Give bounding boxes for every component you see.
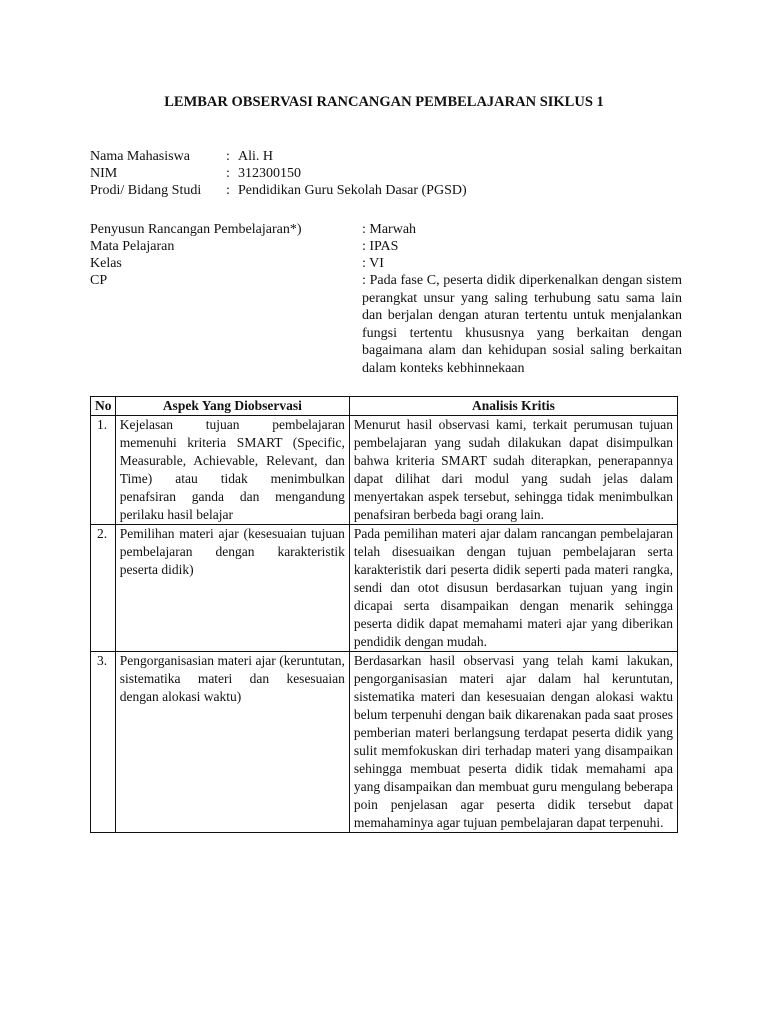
row-aspek: Kejelasan tujuan pembelajaran memenuhi kriteria SMART (Specific, Measurable, Achievable, Relevant, dan Time) atau tidak menimbulkan penafsiran ganda dan mengandung perilaku hasil belajar <box>115 416 349 525</box>
row-number: 1. <box>91 416 116 525</box>
student-prodi-row <box>90 182 467 199</box>
table-row <box>91 652 678 833</box>
cp-label: CP <box>90 273 108 288</box>
student-name-label: Nama Mahasiswa <box>90 149 190 164</box>
row-analisis: Menurut hasil observasi kami, terkait perumusan tujuan pembelajaran yang sudah dilakukan dapat disimpulkan bahwa kriteria SMART sudah diterapkan, penerapannya dapat dilihat dari modul yang sudah jelas dalam menyertakan aspek tersebut, sehingga tidak menimbulkan penafsiran berbeda bagi orang lain. <box>349 416 677 525</box>
row-number: 2. <box>91 525 116 652</box>
observation-table <box>90 396 678 833</box>
mapel-value: : IPAS <box>362 239 399 254</box>
table-row <box>91 525 678 652</box>
header-no: No <box>91 397 116 416</box>
document-title: LEMBAR OBSERVASI RANCANGAN PEMBELAJARAN SIKLUS 1 <box>164 94 604 110</box>
header-analisis: Analisis Kritis <box>349 397 677 416</box>
student-info <box>90 148 467 199</box>
row-analisis: Pada pemilihan materi ajar dalam rancangan pembelajaran telah disesuaikan dengan tujuan pembelajaran serta karakteristik dari peserta didik seperti pada materi rangka, sendi dan otot disusun berdasarkan tujuan yang ingin dicapai serta disampaikan dengan menarik sehingga peserta didik dapat memahami materi ajar yang diberikan pendidik dengan mudah. <box>349 525 677 652</box>
row-aspek: Pemilihan materi ajar (kesesuaian tujuan pembelajaran dengan karakteristik peserta didik) <box>115 525 349 652</box>
row-aspek: Pengorganisasian materi ajar (keruntutan, sistematika materi dan kesesuaian dengan alokasi waktu) <box>115 652 349 833</box>
student-nim-label: NIM <box>90 166 118 181</box>
kelas-value: : VI <box>362 256 384 271</box>
separator: : <box>226 166 230 181</box>
student-name-row <box>90 148 467 165</box>
penyusun-label: Penyusun Rancangan Pembelajaran*) <box>90 222 302 237</box>
kelas-row <box>90 255 690 272</box>
student-name-value: Ali. H <box>238 149 273 164</box>
row-analisis: Berdasarkan hasil observasi yang telah kami lakukan, pengorganisasian materi ajar dalam hal keruntutan, sistematika materi dan kesesuaian dengan alokasi waktu belum terpenuhi dengan baik dikarenakan pada saat proses pemberian materi berlangsung terdapat peserta didik yang sulit memfokuskan diri terhadap materi yang disampaikan sehingga membuat peserta didik tidak memahami apa yang disampaikan dan membuat guru mengulang beberapa poin penjelasan agar peserta didik tersebut dapat memahaminya agar tujuan pembelajaran dapat terpenuhi. <box>349 652 677 833</box>
separator: : <box>226 183 230 198</box>
table-header-row <box>91 397 678 416</box>
student-nim-value: 312300150 <box>238 166 301 181</box>
cp-row <box>90 272 690 378</box>
student-prodi-label: Prodi/ Bidang Studi <box>90 183 202 198</box>
row-number: 3. <box>91 652 116 833</box>
penyusun-row <box>90 221 690 238</box>
course-info <box>90 221 690 378</box>
penyusun-value: : Marwah <box>362 222 417 237</box>
student-prodi-value: Pendidikan Guru Sekolah Dasar (PGSD) <box>238 183 467 198</box>
student-nim-row <box>90 165 467 182</box>
cp-value: : Pada fase C, peserta didik diperkenalkan dengan sistem perangkat unsur yang saling terhubung satu sama lain dan berjalan dengan aturan tertentu untuk menjalankan fungsi tertentu khususnya yang berkaitan dengan bagaimana alam dan kehidupan sosial saling berkaitan dalam konteks kebhinnekaan <box>362 273 682 376</box>
kelas-label: Kelas <box>90 256 122 271</box>
separator: : <box>226 149 230 164</box>
mapel-label: Mata Pelajaran <box>90 239 175 254</box>
mapel-row <box>90 238 690 255</box>
header-aspek: Aspek Yang Diobservasi <box>115 397 349 416</box>
table-row <box>91 416 678 525</box>
